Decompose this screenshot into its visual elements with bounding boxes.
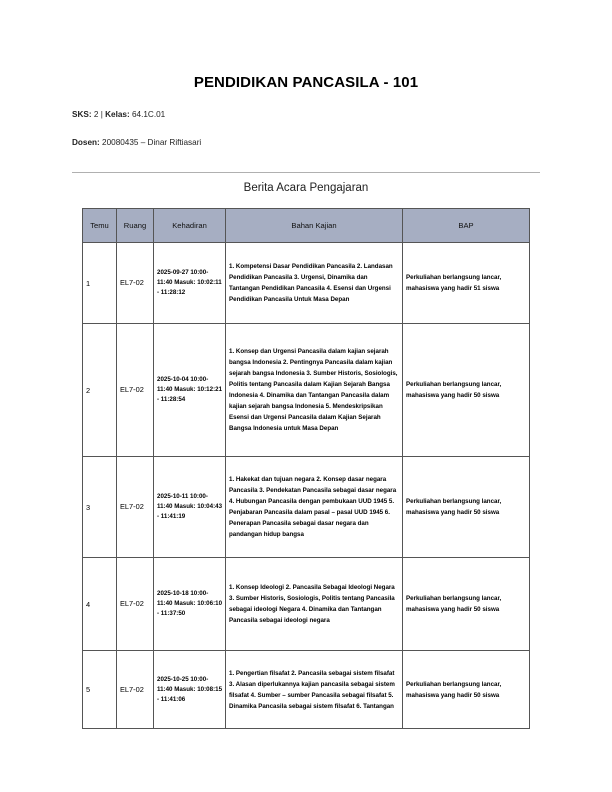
bap-table — [82, 208, 530, 729]
cell-kehadiran: 2025-10-25 10:00-11:40 Masuk: 10:08:15 - 11:41:06 — [154, 651, 226, 729]
course-meta-line — [72, 110, 165, 119]
cell-bahan-kajian: 1. Kompetensi Dasar Pendidikan Pancasila 2. Landasan Pendidikan Pancasila 3. Urgensi, Dinamika dan Tantangan Pendidikan Pancasila 4. Esensi dan Urgensi Pendidikan Pancasila Untuk Masa Depan — [226, 243, 403, 324]
sks-value: 2 — [93, 110, 99, 119]
cell-bap: Perkuliahan berlangsung lancar, mahasiswa yang hadir 50 siswa — [403, 324, 530, 457]
cell-temu: 5 — [83, 651, 117, 729]
table-row — [83, 243, 530, 324]
header-ruang: Ruang — [117, 209, 154, 243]
table-row — [83, 558, 530, 651]
bahan-kajian-text: 1. Pengertian filsafat 2. Pancasila sebagai sistem filsafat 3. Alasan diperlukannya kajian pancasila sebagai sistem filsafat 4. Sumber – sumber Pancasila sebagai filsafat 5. Dinamika Pancasila sebagai sistem filsafat 6. Tantangan — [229, 669, 395, 710]
table-row — [83, 651, 530, 729]
meta-separator: | — [100, 110, 103, 119]
cell-temu: 1 — [83, 243, 117, 324]
table-row — [83, 324, 530, 457]
table-row — [83, 457, 530, 558]
cell-temu: 2 — [83, 324, 117, 457]
dosen-value: 20080435 – Dinar Riftiasari — [102, 138, 202, 147]
cell-bahan-kajian: 1. Hakekat dan tujuan negara 2. Konsep dasar negara Pancasila 3. Pendekatan Pancasila sebagai dasar negara 4. Hubungan Pancasila dengan pembukaan UUD 1945 5. Penjabaran Pancasila dalam pasal – pasal UUD 1945 6. Penerapan Pancasila sebagai dasar negara dan pandangan hidup bangsa — [226, 457, 403, 558]
cell-ruang: EL7-02 — [117, 324, 154, 457]
cell-bap: Perkuliahan berlangsung lancar, mahasiswa yang hadir 51 siswa — [403, 243, 530, 324]
cell-ruang: EL7-02 — [117, 243, 154, 324]
lecturer-line — [72, 138, 201, 147]
kelas-value: 64.1C.01 — [131, 110, 166, 119]
cell-ruang: EL7-02 — [117, 558, 154, 651]
header-temu: Temu — [83, 209, 117, 243]
cell-kehadiran: 2025-09-27 10:00-11:40 Masuk: 10:02:11 - 11:28:12 — [154, 243, 226, 324]
cell-bahan-kajian — [226, 651, 403, 729]
header-bap: BAP — [403, 209, 530, 243]
kelas-label: Kelas: — [105, 110, 130, 119]
horizontal-divider — [72, 172, 540, 173]
cell-bahan-kajian: 1. Konsep Ideologi 2. Pancasila Sebagai Ideologi Negara 3. Sumber Historis, Sosiologis, Politis tentang Pancasila sebagai ideologi Negara 4. Dinamika dan Tantangan Pancasila sebagai ideologi negara — [226, 558, 403, 651]
table-header-row — [83, 209, 530, 243]
cell-kehadiran: 2025-10-18 10:00-11:40 Masuk: 10:06:10 - 11:37:50 — [154, 558, 226, 651]
cell-bap: Perkuliahan berlangsung lancar, mahasiswa yang hadir 50 siswa — [403, 558, 530, 651]
cell-temu: 3 — [83, 457, 117, 558]
cell-kehadiran: 2025-10-04 10:00-11:40 Masuk: 10:12:21 - 11:28:54 — [154, 324, 226, 457]
cell-ruang: EL7-02 — [117, 651, 154, 729]
cell-bap: Perkuliahan berlangsung lancar, mahasiswa yang hadir 50 siswa — [403, 651, 530, 729]
cell-kehadiran: 2025-10-11 10:00-11:40 Masuk: 10:04:43 - 11:41:19 — [154, 457, 226, 558]
page-title: PENDIDIKAN PANCASILA - 101 — [193, 74, 419, 91]
header-kehadiran: Kehadiran — [154, 209, 226, 243]
cell-bahan-kajian: 1. Konsep dan Urgensi Pancasila dalam kajian sejarah bangsa Indonesia 2. Pentingnya Pancasila dalam kajian sejarah bangsa Indonesia 3. Sumber Historis, Sosiologis, Politis tentang Pancasila dalam Kajian Sejarah Bangsa Indonesia 4. Dinamika dan Tantangan Pancasila dalam kajian sejarah bangsa Indonesia 5. Mendeskripsikan Esensi dan Urgensi Pancasila dalam Kajian Sejarah Bangsa Indonesia untuk Masa Depan — [226, 324, 403, 457]
sks-label: SKS: — [72, 110, 92, 119]
section-title: Berita Acara Pengajaran — [243, 182, 369, 194]
cell-ruang: EL7-02 — [117, 457, 154, 558]
dosen-label: Dosen: — [72, 138, 100, 147]
cell-bap: Perkuliahan berlangsung lancar, mahasiswa yang hadir 50 siswa — [403, 457, 530, 558]
cell-temu: 4 — [83, 558, 117, 651]
header-bahan-kajian: Bahan Kajian — [226, 209, 403, 243]
